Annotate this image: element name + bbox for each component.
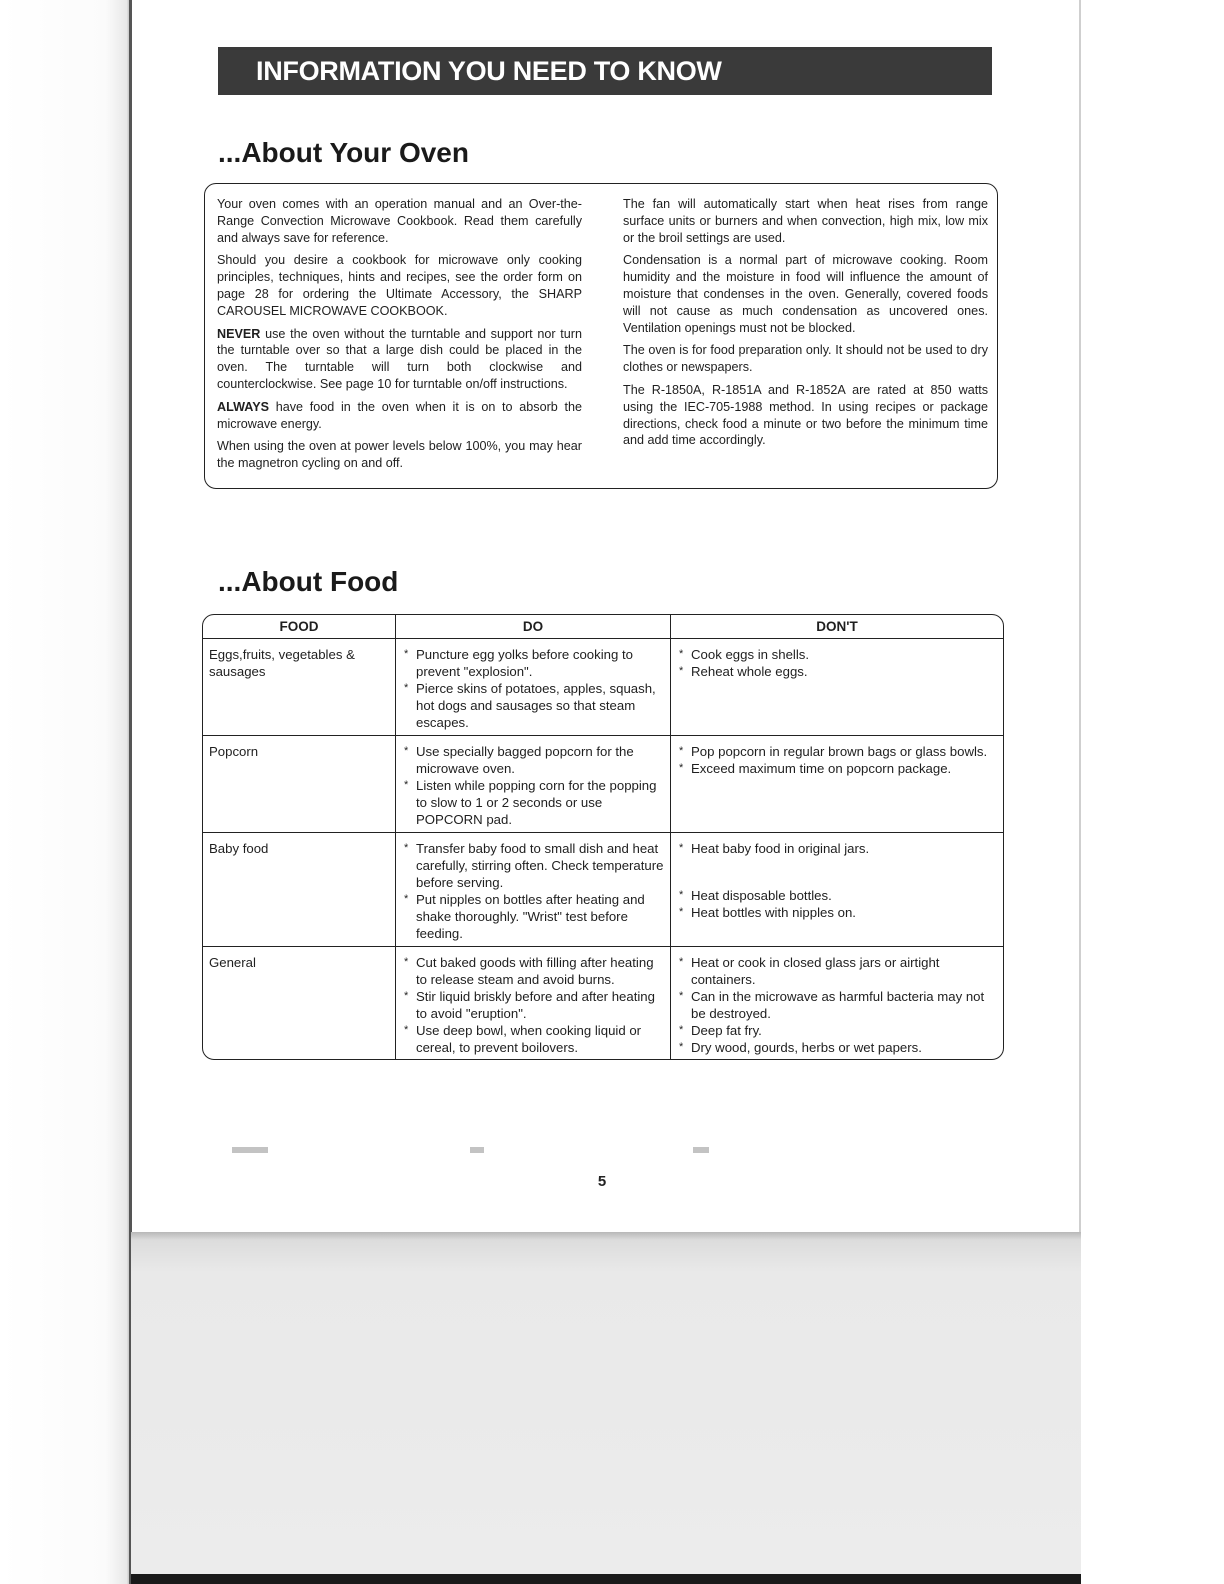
dont-cell	[671, 947, 1004, 1061]
dont-cell	[671, 639, 1004, 736]
list-item: * Put nipples on bottles after heating and shake thoroughly. "Wrist" test before feeding.	[402, 891, 664, 942]
oven-paragraph: Your oven comes with an operation manual and an Over-the-Range Convection Microwave Cookbook. Read them carefully and always save for reference.	[217, 197, 582, 245]
table-row	[203, 736, 1003, 833]
oven-paragraph	[217, 326, 582, 393]
list-item: * Heat bottles with nipples on.	[677, 904, 997, 921]
scan-bottom-edge	[131, 1574, 1081, 1584]
column-header-dont: DON'T	[671, 615, 1004, 639]
oven-left-column	[217, 196, 582, 478]
oven-right-column	[623, 196, 988, 455]
page-number: 5	[597, 1173, 607, 1190]
list-item: * Cook eggs in shells.	[677, 646, 997, 663]
food-cell: Baby food	[203, 833, 396, 947]
list-item: * Dry wood, gourds, herbs or wet papers.	[677, 1039, 997, 1056]
banner-title: INFORMATION YOU NEED TO KNOW	[256, 55, 722, 86]
list-item: * Stir liquid briskly before and after heating to avoid "eruption".	[402, 988, 664, 1022]
list-item: * Can in the microwave as harmful bacteria may not be destroyed.	[677, 988, 997, 1022]
table-header-row	[203, 615, 1003, 639]
scan-left-margin	[0, 0, 132, 1584]
emphasis-never: NEVER	[217, 326, 261, 341]
oven-paragraph-text: have food in the oven when it is on to absorb the microwave energy.	[217, 399, 582, 431]
list-item: * Cut baked goods with filling after heating to release steam and avoid burns.	[402, 954, 664, 988]
list-item: * Reheat whole eggs.	[677, 663, 997, 680]
list-item: * Heat disposable bottles.	[677, 887, 997, 904]
oven-paragraph: When using the oven at power levels below 100%, you may hear the magnetron cycling on and off.	[217, 439, 582, 471]
scan-bottom-shadow	[131, 1232, 1081, 1584]
list-item: * Exceed maximum time on popcorn package.	[677, 760, 997, 777]
section-banner	[218, 47, 992, 95]
table-row	[203, 639, 1003, 736]
scan-speck	[470, 1147, 484, 1153]
list-item: * Heat or cook in closed glass jars or airtight containers.	[677, 954, 997, 988]
oven-paragraph-text: use the oven without the turntable and support nor turn the turntable over so that a large dish could be placed in the oven. The turntable will turn both clockwise and counterclockwise. See page 10 for turntable on/off instructions.	[217, 326, 582, 391]
about-food-heading: ...About Food	[218, 566, 399, 597]
list-item: * Puncture egg yolks before cooking to prevent "explosion".	[402, 646, 664, 680]
dont-cell	[671, 736, 1004, 833]
dont-cell	[671, 833, 1004, 947]
column-header-do: DO	[396, 615, 671, 639]
do-cell	[396, 639, 671, 736]
scan-right-margin	[1080, 0, 1224, 1584]
do-cell	[396, 736, 671, 833]
scan-speck	[232, 1147, 268, 1153]
list-item: * Use deep bowl, when cooking liquid or cereal, to prevent boilovers.	[402, 1022, 664, 1056]
oven-paragraph: The R-1850A, R-1851A and R-1852A are rated at 850 watts using the IEC-705-1988 method. In using recipes or package directions, check food a minute or two before the minimum time and add time accordingly.	[623, 382, 988, 448]
scan-speck	[693, 1147, 709, 1153]
oven-paragraph: Condensation is a normal part of microwave cooking. Room humidity and the moisture in food will influence the amount of moisture that condenses in the oven. Generally, covered foods will not cause as much condensation as uncovered ones. Ventilation openings must not be blocked.	[623, 253, 988, 335]
table-row	[203, 947, 1003, 1061]
list-item: * Heat baby food in original jars.	[677, 840, 997, 857]
food-cell: Eggs,fruits, vegetables & sausages	[209, 647, 355, 679]
food-cell: General	[203, 947, 396, 1061]
about-oven-box	[204, 183, 998, 489]
list-item: * Listen while popping corn for the popping to slow to 1 or 2 seconds or use POPCORN pad.	[402, 777, 664, 828]
column-header-food: FOOD	[203, 615, 396, 639]
food-table	[203, 615, 1003, 1060]
oven-paragraph	[217, 399, 582, 433]
about-food-table-box	[202, 614, 1004, 1060]
oven-paragraph: Should you desire a cookbook for microwave only cooking principles, techniques, hints and recipes, see the order form on page 28 for ordering the Ultimate Accessory, the SHARP CAROUSEL MICROWAVE COOKBOOK.	[217, 253, 582, 318]
list-item: * Transfer baby food to small dish and heat carefully, stirring often. Check temperature before serving.	[402, 840, 664, 891]
oven-paragraph: The oven is for food preparation only. It should not be used to dry clothes or newspapers.	[623, 343, 988, 375]
oven-paragraph: The fan will automatically start when heat rises from range surface units or burners and when convection, high mix, low mix or the broil settings are used.	[623, 197, 988, 245]
food-cell: Popcorn	[203, 736, 396, 833]
list-item: * Pierce skins of potatoes, apples, squash, hot dogs and sausages so that steam escapes.	[402, 680, 664, 731]
list-item: * Pop popcorn in regular brown bags or glass bowls.	[677, 743, 997, 760]
table-row	[203, 833, 1003, 947]
emphasis-always: ALWAYS	[217, 399, 270, 414]
do-cell	[396, 833, 671, 947]
list-item: * Deep fat fry.	[677, 1022, 997, 1039]
do-cell	[396, 947, 671, 1061]
list-item: * Use specially bagged popcorn for the microwave oven.	[402, 743, 664, 777]
about-oven-heading: ...About Your Oven	[218, 137, 469, 168]
